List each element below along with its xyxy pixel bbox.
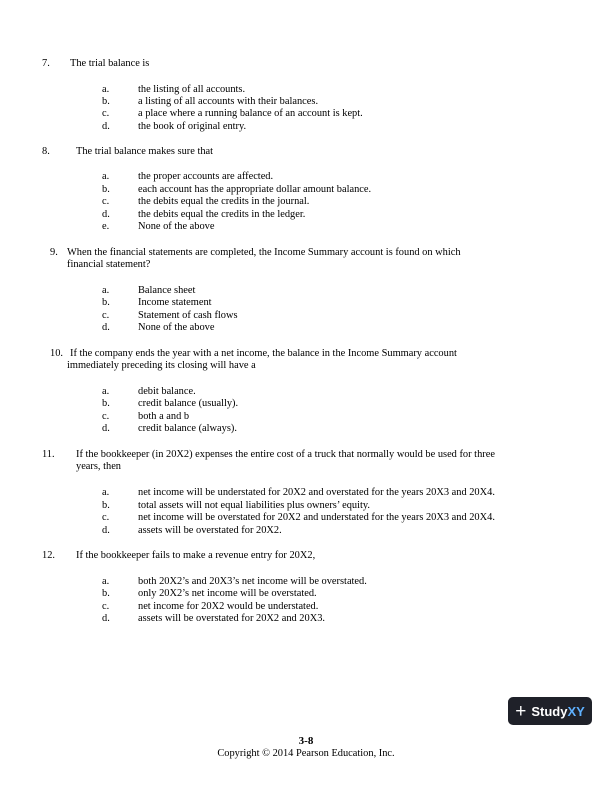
option-text: the listing of all accounts.	[138, 84, 246, 95]
option-letter: b.	[102, 500, 110, 511]
option-letter: d.	[102, 613, 110, 624]
option-text: total assets will not equal liabilities plus owners’ equity.	[138, 500, 371, 511]
option-letter: b.	[102, 588, 110, 599]
option-letter: c.	[102, 512, 110, 523]
question-text: If the bookkeeper (in 20X2) expenses the entire cost of a truck that normally would be used for three	[76, 449, 495, 460]
option-letter: a.	[102, 171, 110, 182]
option-text: the debits equal the credits in the ledger.	[138, 209, 306, 220]
question-number: 8.	[42, 146, 50, 157]
question-text: immediately preceding its closing will have a	[67, 360, 256, 371]
question-number: 11.	[42, 449, 55, 460]
option-text: debit balance.	[138, 386, 196, 397]
option-text: each account has the appropriate dollar amount balance.	[138, 184, 372, 195]
option-text: both 20X2’s and 20X3’s net income will be overstated.	[138, 576, 367, 587]
option-letter: d.	[102, 525, 110, 536]
option-letter: d.	[102, 322, 110, 333]
option-letter: b.	[102, 297, 110, 308]
copyright: Copyright © 2014 Pearson Education, Inc.	[217, 748, 395, 759]
option-text: Statement of cash flows	[138, 310, 238, 321]
option-letter: d.	[102, 423, 110, 434]
option-text: assets will be overstated for 20X2.	[138, 525, 282, 536]
option-letter: d.	[102, 121, 110, 132]
option-text: the proper accounts are affected.	[138, 171, 274, 182]
option-text: a place where a running balance of an account is kept.	[138, 108, 363, 119]
option-letter: c.	[102, 310, 110, 321]
plus-icon: +	[515, 700, 527, 722]
option-text: net income will be overstated for 20X2 and understated for the years 20X3 and 20X4.	[138, 512, 495, 523]
option-text: both a and b	[138, 411, 190, 422]
question-text: If the bookkeeper fails to make a revenue entry for 20X2,	[76, 550, 316, 561]
option-text: Balance sheet	[138, 285, 196, 296]
option-letter: e.	[102, 221, 110, 232]
badge-suffix: XY	[567, 703, 585, 719]
studyxy-badge[interactable]	[508, 697, 592, 725]
badge-prefix: Study	[531, 703, 568, 719]
option-text: a listing of all accounts with their balances.	[138, 96, 319, 107]
option-text: the debits equal the credits in the journal.	[138, 196, 310, 207]
question-number: 7.	[42, 58, 50, 69]
page-number: 3-8	[298, 735, 314, 747]
option-letter: a.	[102, 84, 110, 95]
option-letter: a.	[102, 576, 110, 587]
option-letter: c.	[102, 108, 110, 119]
option-letter: a.	[102, 285, 110, 296]
option-letter: c.	[102, 601, 110, 612]
question-text: The trial balance is	[70, 58, 150, 69]
question-text: years, then	[76, 461, 122, 472]
option-letter: b.	[102, 398, 110, 409]
question-text: When the financial statements are completed, the Income Summary account is found on which	[67, 247, 461, 258]
question-number: 9.	[50, 247, 58, 258]
option-text: only 20X2’s net income will be overstated.	[138, 588, 317, 599]
question-number: 12.	[42, 550, 55, 561]
option-text: credit balance (usually).	[138, 398, 239, 409]
question-number: 10.	[50, 348, 63, 359]
option-letter: c.	[102, 411, 110, 422]
option-text: None of the above	[138, 221, 215, 232]
question-text: The trial balance makes sure that	[76, 146, 214, 157]
question-text: financial statement?	[67, 259, 151, 270]
question-text: If the company ends the year with a net income, the balance in the Income Summary account	[70, 348, 457, 359]
option-letter: a.	[102, 386, 110, 397]
option-letter: d.	[102, 209, 110, 220]
option-text: net income will be understated for 20X2 and overstated for the years 20X3 and 20X4.	[138, 487, 495, 498]
option-letter: b.	[102, 96, 110, 107]
option-text: None of the above	[138, 322, 215, 333]
option-text: the book of original entry.	[138, 121, 247, 132]
option-text: Income statement	[138, 297, 212, 308]
option-letter: a.	[102, 487, 110, 498]
option-text: net income for 20X2 would be understated.	[138, 601, 319, 612]
option-letter: c.	[102, 196, 110, 207]
option-letter: b.	[102, 184, 110, 195]
option-text: credit balance (always).	[138, 423, 237, 434]
option-text: assets will be overstated for 20X2 and 20X3.	[138, 613, 325, 624]
